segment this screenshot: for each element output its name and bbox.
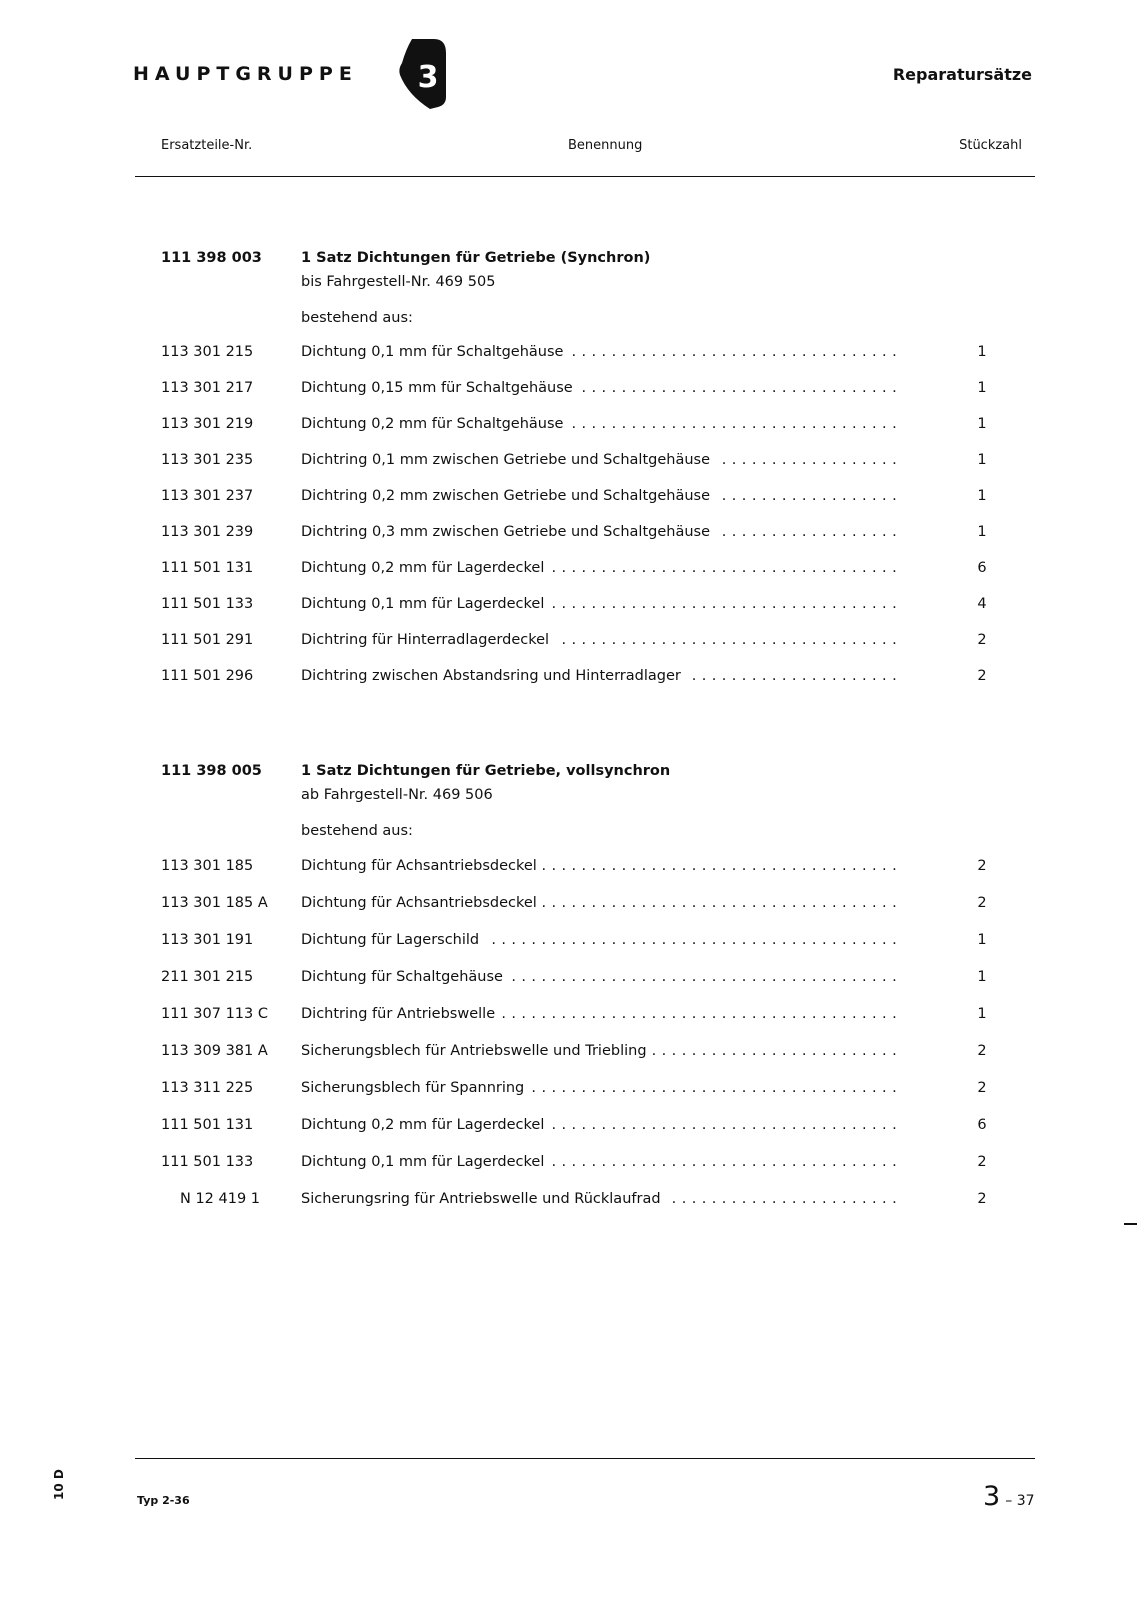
item-description: Dichtring für Antriebswelle . . .: [301, 1006, 901, 1022]
list-item: [0, 416, 1137, 452]
item-description: Dichtung für Lagerschild . . .: [301, 932, 901, 948]
column-header-name: Benennung: [568, 138, 643, 153]
page-number-minor: – 37: [1005, 1493, 1035, 1509]
list-item: [0, 452, 1137, 488]
column-header-part-no: Ersatzteile-Nr.: [161, 138, 253, 153]
edge-mark: [1124, 1223, 1137, 1225]
item-qty: 1: [977, 488, 987, 504]
item-part-no: 111 307 113 C: [161, 1006, 268, 1022]
item-part-no: 111 501 131: [161, 560, 254, 576]
item-qty: 2: [977, 895, 987, 911]
item-description: Sicherungsring für Antriebswelle und Rücklaufrad . . .: [301, 1191, 901, 1207]
group-number-badge: [398, 35, 450, 111]
item-qty: 2: [977, 858, 987, 874]
set-part-no: 111 398 005: [161, 763, 262, 779]
item-description: Dichtung 0,2 mm für Lagerdeckel . . .: [301, 1117, 901, 1133]
set-title: 1 Satz Dichtungen für Getriebe (Synchron): [301, 250, 651, 266]
page-number-major: 3: [983, 1481, 1001, 1512]
item-qty: 6: [977, 1117, 987, 1133]
set-header: [0, 250, 1137, 342]
item-description: Dichtung 0,1 mm für Lagerdeckel . . .: [301, 596, 901, 612]
list-item: [0, 344, 1137, 380]
list-item: [0, 969, 1137, 1006]
item-qty: 2: [977, 632, 987, 648]
set-title: 1 Satz Dichtungen für Getriebe, vollsynchron: [301, 763, 671, 779]
header-divider: [135, 176, 1035, 177]
item-qty: 1: [977, 524, 987, 540]
list-item: [0, 596, 1137, 632]
item-part-no: 111 501 131: [161, 1117, 254, 1133]
item-part-no: 113 301 235: [161, 452, 254, 468]
item-qty: 6: [977, 560, 987, 576]
repair-set-2: [0, 763, 1137, 1228]
item-description: Dichtring zwischen Abstandsring und Hinterradlager . . .: [301, 668, 901, 684]
item-qty: 2: [977, 1154, 987, 1170]
item-description: Dichtung 0,1 mm für Schaltgehäuse . . .: [301, 344, 901, 360]
item-qty: 2: [977, 668, 987, 684]
item-part-no: 111 501 291: [161, 632, 254, 648]
section-title: Reparatursätze: [892, 65, 1032, 84]
footer-divider: [135, 1458, 1035, 1459]
item-description: Sicherungsblech für Spannring . . .: [301, 1080, 901, 1096]
margin-code: 10 D: [52, 1469, 66, 1500]
list-item: [0, 560, 1137, 596]
list-item: [0, 380, 1137, 416]
list-item: [0, 858, 1137, 895]
item-part-no: 113 301 191: [161, 932, 254, 948]
item-qty: 1: [977, 344, 987, 360]
item-description: Dichtung 0,2 mm für Lagerdeckel . . .: [301, 560, 901, 576]
list-item: [0, 668, 1137, 704]
item-description: Dichtring 0,3 mm zwischen Getriebe und Schaltgehäuse . . .: [301, 524, 901, 540]
item-description: Dichtring 0,2 mm zwischen Getriebe und Schaltgehäuse . . .: [301, 488, 901, 504]
list-item: [0, 488, 1137, 524]
list-item: [0, 1117, 1137, 1154]
item-qty: 1: [977, 452, 987, 468]
item-description: Sicherungsblech für Antriebswelle und Triebling . . .: [301, 1043, 901, 1059]
set-subtitle: ab Fahrgestell-Nr. 469 506: [301, 787, 493, 803]
set-header: [0, 763, 1137, 855]
item-part-no: 113 309 381 A: [161, 1043, 268, 1059]
item-description: Dichtung für Schaltgehäuse . . .: [301, 969, 901, 985]
list-item: [0, 1006, 1137, 1043]
item-qty: 2: [977, 1191, 987, 1207]
item-description: Dichtung 0,1 mm für Lagerdeckel . . .: [301, 1154, 901, 1170]
item-part-no: 113 301 215: [161, 344, 254, 360]
item-qty: 1: [977, 1006, 987, 1022]
item-description: Dichtung 0,15 mm für Schaltgehäuse . . .: [301, 380, 901, 396]
main-group-label: HAUPTGRUPPE: [133, 63, 358, 85]
item-part-no: 113 301 219: [161, 416, 254, 432]
list-item: [0, 1043, 1137, 1080]
item-qty: 2: [977, 1080, 987, 1096]
group-number: 3: [417, 60, 439, 95]
item-part-no: 113 311 225: [161, 1080, 254, 1096]
set-part-no: 111 398 003: [161, 250, 262, 266]
list-item: [0, 932, 1137, 969]
item-part-no: 111 501 133: [161, 596, 254, 612]
item-qty: 1: [977, 380, 987, 396]
list-item: [0, 632, 1137, 668]
item-part-no: 113 301 185 A: [161, 895, 268, 911]
list-item: [0, 1080, 1137, 1117]
item-description: Dichtung für Achsantriebsdeckel . . .: [301, 858, 901, 874]
item-part-no: 111 501 296: [161, 668, 254, 684]
set-consists-of: bestehend aus:: [301, 310, 413, 326]
item-description: Dichtung 0,2 mm für Schaltgehäuse . . .: [301, 416, 901, 432]
set-subtitle: bis Fahrgestell-Nr. 469 505: [301, 274, 496, 290]
item-qty: 2: [977, 1043, 987, 1059]
column-header-qty: Stückzahl: [959, 138, 1022, 153]
item-description: Dichtring für Hinterradlagerdeckel . . .: [301, 632, 901, 648]
list-item: [0, 1154, 1137, 1191]
item-part-no: 211 301 215: [161, 969, 254, 985]
list-item: [0, 524, 1137, 560]
type-label: Typ 2-36: [137, 1494, 190, 1507]
item-part-no: 113 301 185: [161, 858, 254, 874]
set-consists-of: bestehend aus:: [301, 823, 413, 839]
item-description: Dichtung für Achsantriebsdeckel . . .: [301, 895, 901, 911]
item-part-no: 111 501 133: [161, 1154, 254, 1170]
repair-set-1: [0, 250, 1137, 704]
item-qty: 1: [977, 969, 987, 985]
item-description: Dichtring 0,1 mm zwischen Getriebe und Schaltgehäuse . . .: [301, 452, 901, 468]
item-part-no: N 12 419 1: [180, 1191, 261, 1207]
item-part-no: 113 301 239: [161, 524, 254, 540]
item-part-no: 113 301 237: [161, 488, 254, 504]
item-qty: 1: [977, 416, 987, 432]
list-item: [0, 895, 1137, 932]
item-qty: 1: [977, 932, 987, 948]
page-number: [983, 1481, 1035, 1512]
item-qty: 4: [977, 596, 987, 612]
item-part-no: 113 301 217: [161, 380, 254, 396]
list-item: [0, 1191, 1137, 1228]
